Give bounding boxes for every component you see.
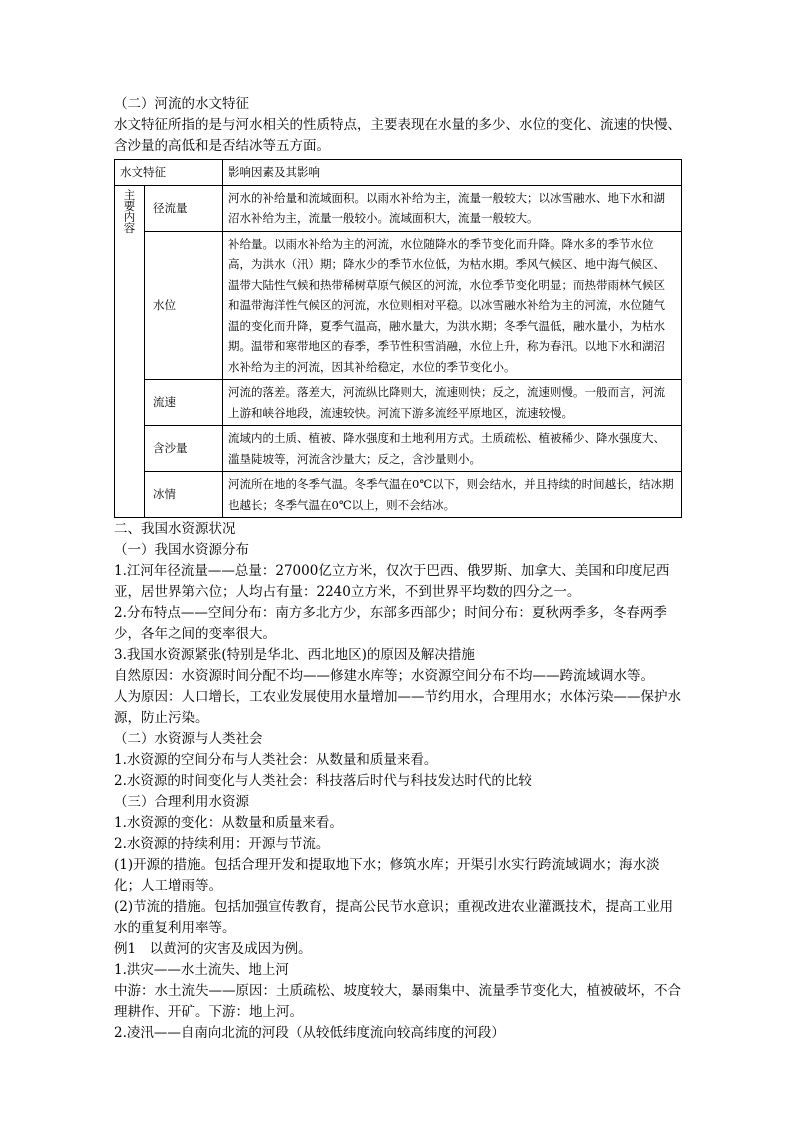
row-desc: 河流所在地的冬季气温。冬季气温在0℃以下，则会结水，并且持续的时间越长，结冰期也越长；冬季气温在0℃以上，则不会结冰。	[223, 472, 682, 518]
table-row	[115, 380, 682, 426]
paragraph-open-source: (1)开源的措施。包括合理开发和提取地下水；修筑水库；开渠引水实行跨流域调水；海水淡化；人工增雨等。	[114, 857, 660, 894]
paragraph-shortage: 3.我国水资源紧张(特别是华北、西北地区)的原因及解决措施	[114, 647, 475, 663]
hydrology-table	[114, 159, 682, 518]
paragraph-ice-flood: 2.凌汛——自南向北流的河段（从较低纬度流向较高纬度的河段）	[114, 1025, 505, 1041]
table-row	[115, 472, 682, 518]
paragraph-human-causes: 人为原因：人口增长，工农业发展使用水量增加——节约用水，合理用水；水体污染——保护水源，防止污染。	[114, 689, 681, 726]
row-desc: 河水的补给量和流域面积。以雨水补给为主，流量一般较大；以冰雪融水、地下水和湖沼水补给为主，流量一般较小。流域面积大，流量一般较大。	[223, 185, 682, 231]
row-desc: 河流的落差。落差大，河流纵比降则大，流速则快；反之，流速则慢。一般而言，河流上游和峡谷地段，流速较快。河流下游多流经平原地区，流速较慢。	[223, 380, 682, 426]
subheading-rational-use: （三）合理利用水资源	[114, 794, 249, 810]
paragraph-runoff: 1.江河年径流量——总量：27000亿立方米，仅次于巴西、俄罗斯、加拿大、美国和印度尼西亚，居世界第六位；人均占有量：2240立方米，不到世界平均数的四分之一。	[114, 563, 670, 600]
group-label-cell	[115, 185, 145, 518]
table-row	[115, 426, 682, 472]
example-heading: 例1 以黄河的灾害及成因为例。	[114, 941, 312, 957]
heading-water-status: 二、我国水资源状况	[114, 521, 236, 537]
row-item: 水位	[145, 231, 223, 380]
group-label-char: 要	[123, 198, 136, 213]
paragraph-flood: 1.洪灾——水土流失、地上河	[114, 962, 289, 978]
paragraph-conservation: (2)节流的措施。包括加强宣传教育，提高公民节水意识；重视改进农业灌溉技术，提高工业用水的重复利用率等。	[114, 899, 674, 936]
group-label-char: 容	[123, 220, 136, 235]
paragraph-sustainable: 2.水资源的持续利用：开源与节流。	[114, 836, 330, 852]
row-item: 流速	[145, 380, 223, 426]
paragraph-temporal: 2.水资源的时间变化与人类社会：科技落后时代与科技发达时代的比较	[114, 773, 532, 789]
table-header-row	[115, 160, 682, 186]
table-header-right: 影响因素及其影响	[223, 160, 682, 186]
row-item: 含沙量	[145, 426, 223, 472]
table-row	[115, 231, 682, 380]
subheading-society: （二）水资源与人类社会	[114, 731, 263, 747]
document-page	[114, 94, 682, 1044]
table-row	[115, 185, 682, 231]
group-label-char: 内	[123, 209, 136, 224]
paragraph-spatial: 1.水资源的空间分布与人类社会：从数量和质量来看。	[114, 752, 438, 768]
row-desc: 流域内的土质、植被、降水强度和土地利用方式。土质疏松、植被稀少、降水强度大、滥垦陡坡等，河流含沙量大；反之，含沙量则小。	[223, 426, 682, 472]
water-resources-section	[114, 519, 682, 1044]
paragraph-distribution: 2.分布特点——空间分布：南方多北方少，东部多西部少；时间分布：夏秋两季多，冬春两季少，各年之间的变率很大。	[114, 605, 667, 642]
paragraph-natural-causes: 自然原因：水资源时间分配不均——修建水库等；水资源空间分布不均——跨流域调水等。	[114, 668, 654, 684]
table-header-left: 水文特征	[115, 160, 223, 186]
group-label-char: 主	[123, 187, 136, 202]
row-item: 径流量	[145, 185, 223, 231]
paragraph-change: 1.水资源的变化：从数量和质量来看。	[114, 815, 343, 831]
subheading-distribution: （一）我国水资源分布	[114, 542, 249, 558]
row-desc: 补给量。以雨水补给为主的河流，水位随降水的季节变化而升降。降水多的季节水位高，为洪水（汛）期；降水少的季节水位低，为枯水期。季风气候区、地中海气候区、温带大陆性气候和热带稀树草原气候区的河流，水位季节变化明显；而热带雨林气候区和温带海洋性气候区的河流，水位则相对平稳。以冰雪融水补给为主的河流，水位随气温的变化而升降，夏季气温高，融水量大，为洪水期；冬季气温低，融水量小，为枯水期。温带和寒带地区的春季，季节性积雪消融，水位上升，称为春汛。以地下水和湖沼水补给为主的河流，因其补给稳定，水位的季节变化小。	[223, 231, 682, 380]
row-item: 冰情	[145, 472, 223, 518]
section-heading-hydrology: （二）河流的水文特征	[114, 96, 249, 112]
paragraph-midstream: 中游：水土流失——原因：土质疏松、坡度较大，暴雨集中、流量季节变化大，植被破坏，不合理耕作、开矿。下游：地上河。	[114, 983, 681, 1020]
section-intro: 水文特征所指的是与河水相关的性质特点，主要表现在水量的多少、水位的变化、流速的快慢、含沙量的高低和是否结冰等五方面。	[114, 117, 681, 154]
